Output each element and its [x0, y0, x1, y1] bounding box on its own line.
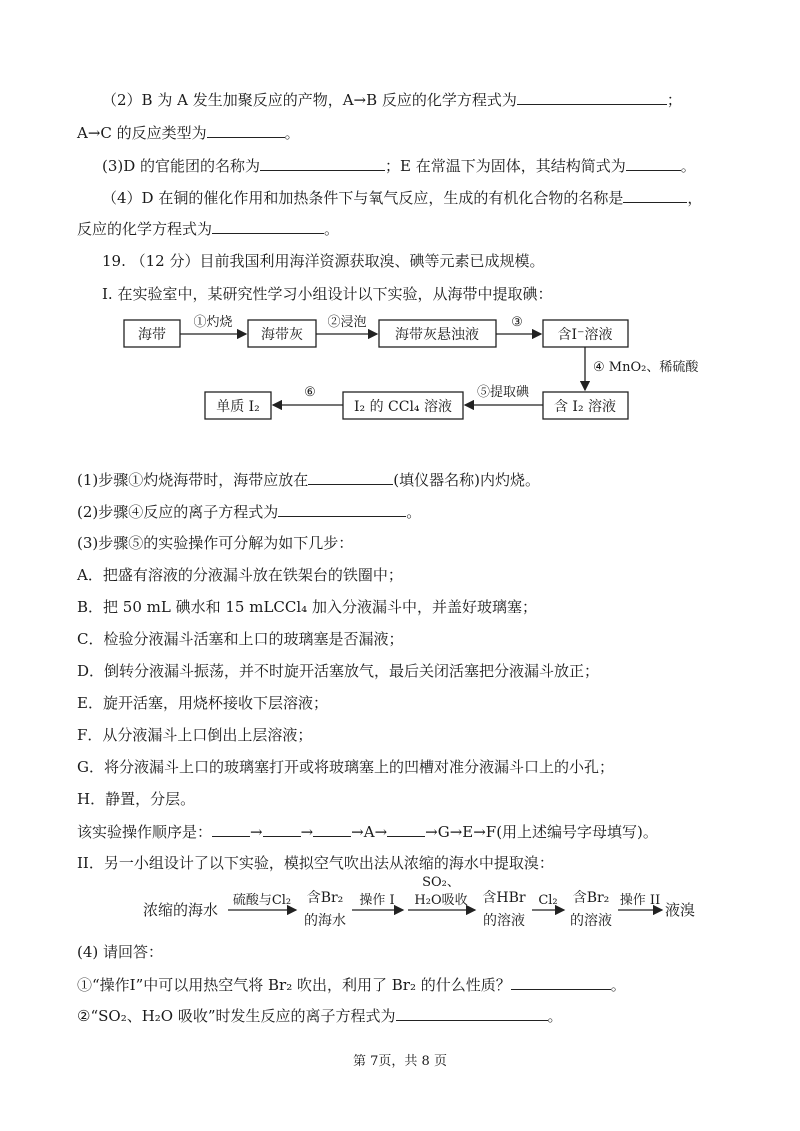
box-haidai-label: 海带	[138, 327, 166, 343]
box-xuanzhuo-label: 海带灰悬浊液	[395, 327, 479, 343]
iodine-flowchart	[0, 305, 800, 430]
q18-part3: (3)D 的官能团的名称为 ；E 在常温下为固体，其结构简式为 。	[102, 154, 696, 177]
q18-part2-line1: （2）B 为 A 发生加聚反应的产物，A→B 反应的化学方程式为 ；	[102, 88, 682, 111]
step2-label: ②浸泡	[327, 315, 367, 330]
box-danzhi-label: 单质 I₂	[216, 399, 260, 415]
r3-top: SO₂、	[422, 875, 460, 890]
q18-part2-line2: A→C 的反应类型为 。	[77, 121, 300, 144]
q19-q3: (3)步骤⑤的实验操作可分解为如下几步：	[77, 534, 354, 552]
step-item: E．旋开活塞，用烧杯接收下层溶液；	[77, 694, 328, 712]
step3-label: ③	[511, 315, 523, 330]
answer-blank[interactable]	[308, 468, 393, 485]
answer-blank[interactable]	[623, 186, 687, 203]
q19-q4: (4) 请回答：	[77, 943, 164, 961]
answer-blank[interactable]	[517, 88, 667, 105]
answer-blank[interactable]	[278, 500, 406, 517]
answer-blank[interactable]	[263, 820, 301, 837]
answer-blank[interactable]	[313, 820, 351, 837]
step4-label: ④ MnO₂、稀硫酸	[593, 360, 699, 375]
q19-q4-1: ①“操作I”中可以用热空气将 Br₂ 吹出，利用了 Br₂ 的什么性质？ 。	[77, 973, 626, 996]
flow2-end: 液溴	[665, 901, 696, 919]
step-item: G．将分液漏斗上口的玻璃塞打开或将玻璃塞上的凹槽对准分液漏斗口上的小孔；	[77, 758, 614, 776]
p2-bottom: 的溶液	[483, 913, 525, 929]
q19-header: 19. （12 分）目前我国利用海洋资源获取溴、碘等元素已成规模。	[102, 252, 545, 270]
p1-top: 含Br₂	[306, 890, 344, 906]
answer-blank[interactable]	[387, 820, 425, 837]
r4-label: Cl₂	[538, 893, 558, 908]
step-item: F．从分液漏斗上口倒出上层溶液；	[77, 726, 313, 744]
box-haidaihui-label: 海带灰	[261, 327, 303, 343]
bromine-flowchart	[0, 870, 800, 940]
q19-q2: (2)步骤④反应的离子方程式为 。	[77, 500, 421, 523]
q19-q1: (1)步骤①灼烧海带时，海带应放在 (填仪器名称)内灼烧。	[77, 468, 540, 491]
r1-label: 硫酸与Cl₂	[232, 893, 292, 908]
answer-blank[interactable]	[207, 121, 285, 138]
box-hanI-label: 含I⁻溶液	[557, 327, 613, 343]
step-item: D．倒转分液漏斗振荡，并不时旋开活塞放气，最后关闭活塞把分液漏斗放正；	[77, 662, 600, 680]
step-item: H．静置，分层。	[77, 790, 196, 808]
q18-part4-line2: 反应的化学方程式为 。	[77, 217, 339, 240]
box-hanI2-label: 含 I₂ 溶液	[553, 399, 617, 415]
step5-label: ⑤提取碘	[476, 385, 530, 400]
p3-top: 含Br₂	[572, 890, 610, 906]
step-item: A．把盛有溶液的分液漏斗放在铁架台的铁圈中；	[77, 566, 403, 584]
flow2-start: 浓缩的海水	[143, 901, 219, 919]
q19-part2-intro: II．另一小组设计了以下实验，模拟空气吹出法从浓缩的海水中提取溴：	[77, 854, 554, 872]
step-item: C．检验分液漏斗活塞和上口的玻璃塞是否漏液；	[77, 630, 404, 648]
q19-order: 该实验操作顺序是： → → →A→ →G→E→F(用上述编号字母填写)。	[77, 820, 658, 843]
answer-blank[interactable]	[511, 973, 611, 990]
answer-blank[interactable]	[260, 154, 385, 171]
q19-part1-intro: I. 在实验室中，某研究性学习小组设计以下实验，从海带中提取碘：	[102, 285, 553, 303]
q19-q4-2: ②“SO₂、H₂O 吸收”时发生反应的离子方程式为 。	[77, 1004, 563, 1027]
step6-label: ⑥	[304, 385, 316, 400]
r5-label: 操作 II	[619, 893, 661, 908]
r2-label: 操作 I	[359, 893, 395, 908]
p1-bottom: 的海水	[304, 913, 346, 929]
p2-top: 含HBr	[482, 890, 526, 906]
answer-blank[interactable]	[212, 217, 324, 234]
page-footer: 第 7页，共 8 页	[353, 1054, 447, 1069]
r3-bottom: H₂O吸收	[414, 893, 468, 908]
answer-blank[interactable]	[212, 820, 250, 837]
step-item: B．把 50 mL 碘水和 15 mLCCl₄ 加入分液漏斗中，并盖好玻璃塞；	[77, 598, 537, 616]
answer-blank[interactable]	[626, 154, 681, 171]
answer-blank[interactable]	[396, 1004, 548, 1021]
q18-part4-line1: （4）D 在铜的催化作用和加热条件下与氧气反应，生成的有机化合物的名称是 ，	[102, 186, 702, 209]
box-ccl4-label: I₂ 的 CCl₄ 溶液	[353, 399, 453, 415]
step1-label: ①灼烧	[193, 315, 233, 330]
p3-bottom: 的溶液	[570, 913, 612, 929]
